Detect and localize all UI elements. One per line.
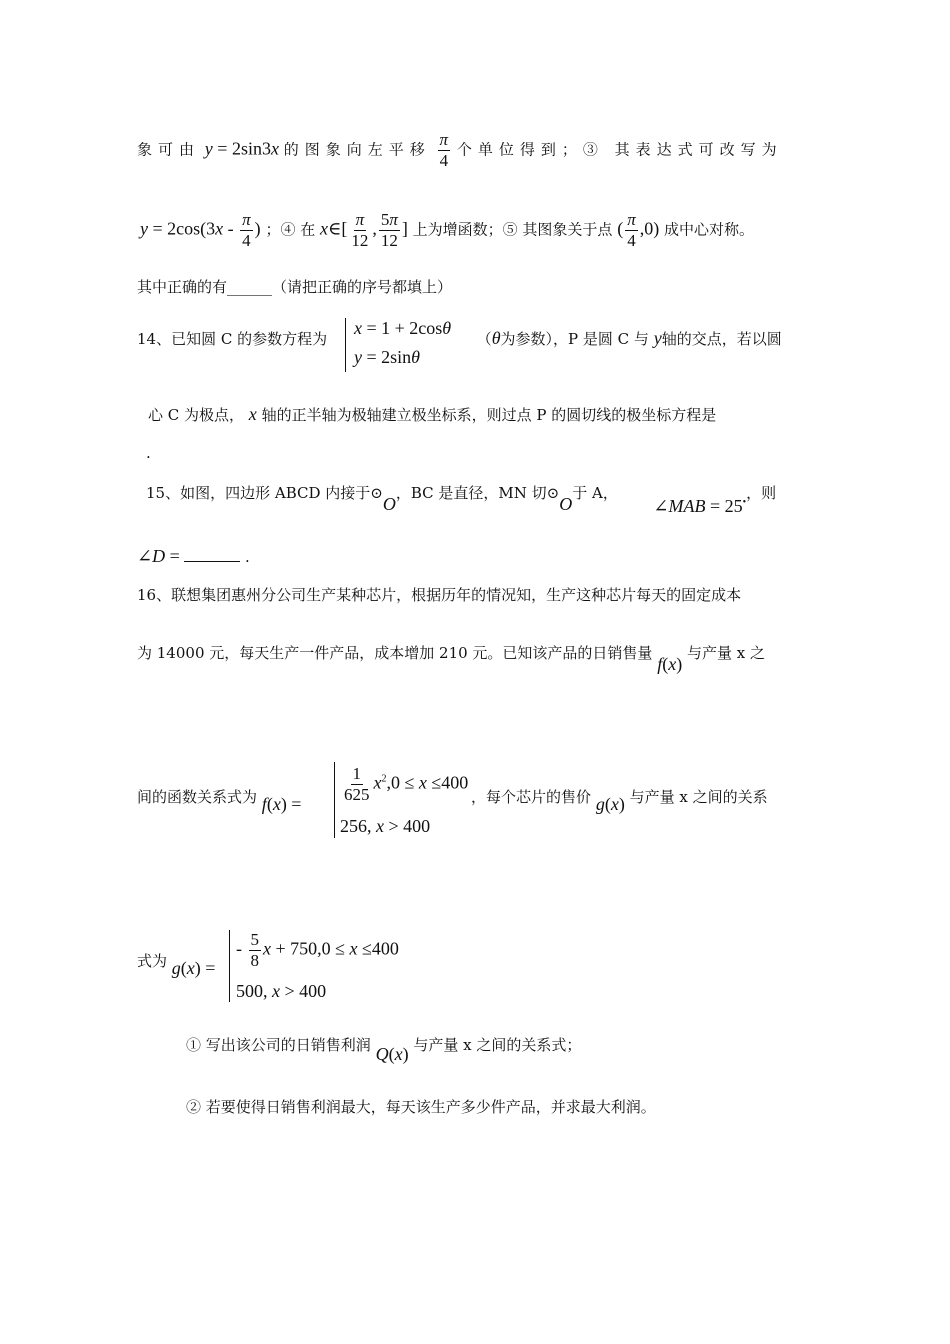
formula-g-x-def: g(x) = [171, 958, 216, 978]
formula-f-case1: $\frac{1}{625}$ $x^2,0 \le x \le 400$ [344, 764, 469, 804]
p13-text-b1: ；④ 在 [265, 220, 316, 239]
p16-text-l4a: 式为 [137, 952, 168, 970]
p15-line2 [137, 546, 250, 567]
formula-y-2cos: y = 2cos(3x - [140, 218, 239, 239]
p14-text-b2: 轴的正半轴为极轴建立极坐标系，则过点 P 的圆切线的极坐标方程是 [261, 406, 717, 424]
symbol-O: O [382, 494, 396, 514]
p15-text-a3: 于 A， [572, 484, 618, 502]
formula-point: ( [617, 218, 624, 239]
brace-g [229, 930, 230, 1002]
formula-x-param: x = 1 + 2cosθ [354, 318, 452, 338]
p16-text-l3a: 间的函数关系式为 [137, 788, 258, 806]
formula-Q-x: Q(x) [375, 1044, 409, 1064]
fraction-1-over-625: $\frac{1}{625}$ [344, 764, 370, 804]
p15-text-a4: ，则 [746, 484, 777, 502]
fraction-5-over-8: $\frac{5}{8}$ [250, 930, 259, 970]
formula-f-x-def: f(x) = [261, 794, 302, 814]
p16-text-q1a: ① 写出该公司的日销售利润 [186, 1036, 371, 1054]
p15-text-a1: 15、如图，四边形 ABCD 内接于⊙ [146, 484, 383, 502]
fraction-pi-over-4: $\frac{\pi}{4}$ [627, 210, 636, 250]
formula-f-x: f(x) [657, 654, 683, 674]
p15-text-b2: . [245, 548, 250, 566]
p13-text-b2: 上为增函数；⑤ 其图象关于点 [412, 220, 613, 239]
formula-interval: x∈[ [320, 218, 348, 239]
p16-line4 [137, 950, 216, 978]
p14-text-b1: 心 C 为极点， [148, 406, 245, 424]
p13-line3: 其中正确的有______（请把正确的序号都填上） [137, 278, 453, 296]
p16-text-l3b: ，每个芯片的售价 [471, 788, 592, 806]
p16-q2: ② 若要使得日销售利润最大，每天该生产多少件产品，并求最大利润。 [186, 1098, 656, 1116]
answer-blank [184, 547, 240, 562]
symbol-y: y [653, 328, 662, 348]
formula-f-case2: 256, x > 400 [340, 816, 431, 836]
p14-line1 [137, 328, 782, 349]
brace-p14 [345, 318, 346, 372]
formula-y-param: y = 2sinθ [354, 347, 421, 367]
p13-text-a2: 的图象向左平移 [283, 140, 431, 159]
p14-text-a3: 为参数），P 是圆 C 与 [500, 330, 649, 348]
p14-text-a1: 14、已知圆 C 的参数方程为 [137, 330, 328, 348]
symbol-O: O [559, 494, 573, 514]
formula-g-x: g(x) [595, 794, 625, 814]
symbol-x: x [248, 404, 257, 424]
formula-g-case1: - $\frac{5}{8}$ x + 750,0 ≤ x ≤400 [236, 930, 399, 970]
p16-q1 [186, 1034, 582, 1064]
p15-line1 [146, 482, 777, 516]
fraction-pi-over-4: $\frac{\pi}{4}$ [439, 130, 449, 170]
p14-text-a4: 轴的交点，若以圆 [661, 330, 782, 348]
p14-line3: . [146, 444, 151, 462]
p13-text-b3: 成中心对称。 [664, 220, 755, 239]
p16-text-q1b: 与产量 x 之间的关系式； [413, 1036, 582, 1054]
fraction-pi-over-12: $\frac{\pi}{12}$ [351, 210, 369, 250]
p13-text-a1: 象可由 [137, 140, 201, 159]
p16-text-l2b: 与产量 x 之 [687, 644, 766, 662]
brace-f [334, 762, 335, 838]
p14-line2 [148, 404, 716, 425]
formula-y-2sin3x: y = 2sin3x [204, 138, 279, 159]
formula-angle-D: ∠D = [137, 546, 185, 566]
p16-text-l2: 为 14000 元，每天生产一件产品，成本增加 210 元。已知该产品的日销售量 [137, 644, 653, 662]
p13-line2: y = 2cos(3x - $\frac{\pi}{4}$ ) ；④ 在 x∈[ $\frac{\pi}{12}$ , $\frac{5\pi}{12}$ ] 上为增函数；⑤ 其图象关于点 ( $\frac{\pi}{4}$ ,0) 成中心对称。 [140, 210, 755, 250]
p13-line1 [137, 130, 783, 171]
fraction-pi-over-4: $\frac{\pi}{4}$ [242, 210, 251, 250]
p16-line2 [137, 642, 766, 674]
p16-text-l3c: 与产量 x 之间的关系 [629, 788, 768, 806]
p15-text-a2: ，BC 是直径，MN 切⊙ [395, 484, 560, 502]
fraction-5pi-over-12: $\frac{5\pi}{12}$ [380, 210, 398, 250]
p16-line1: 16、联想集团惠州分公司生产某种芯片，根据历年的情况知，生产这种芯片每天的固定成本 [137, 586, 742, 604]
symbol-theta: θ [491, 328, 501, 348]
p14-text-a2: （ [476, 330, 492, 348]
formula-g-case2: 500, x > 400 [236, 981, 327, 1001]
p13-text-a3: 个单位得到；③ 其表达式可改写为 [456, 140, 783, 159]
formula-angle-MAB: ∠MAB = 25• [653, 496, 747, 516]
